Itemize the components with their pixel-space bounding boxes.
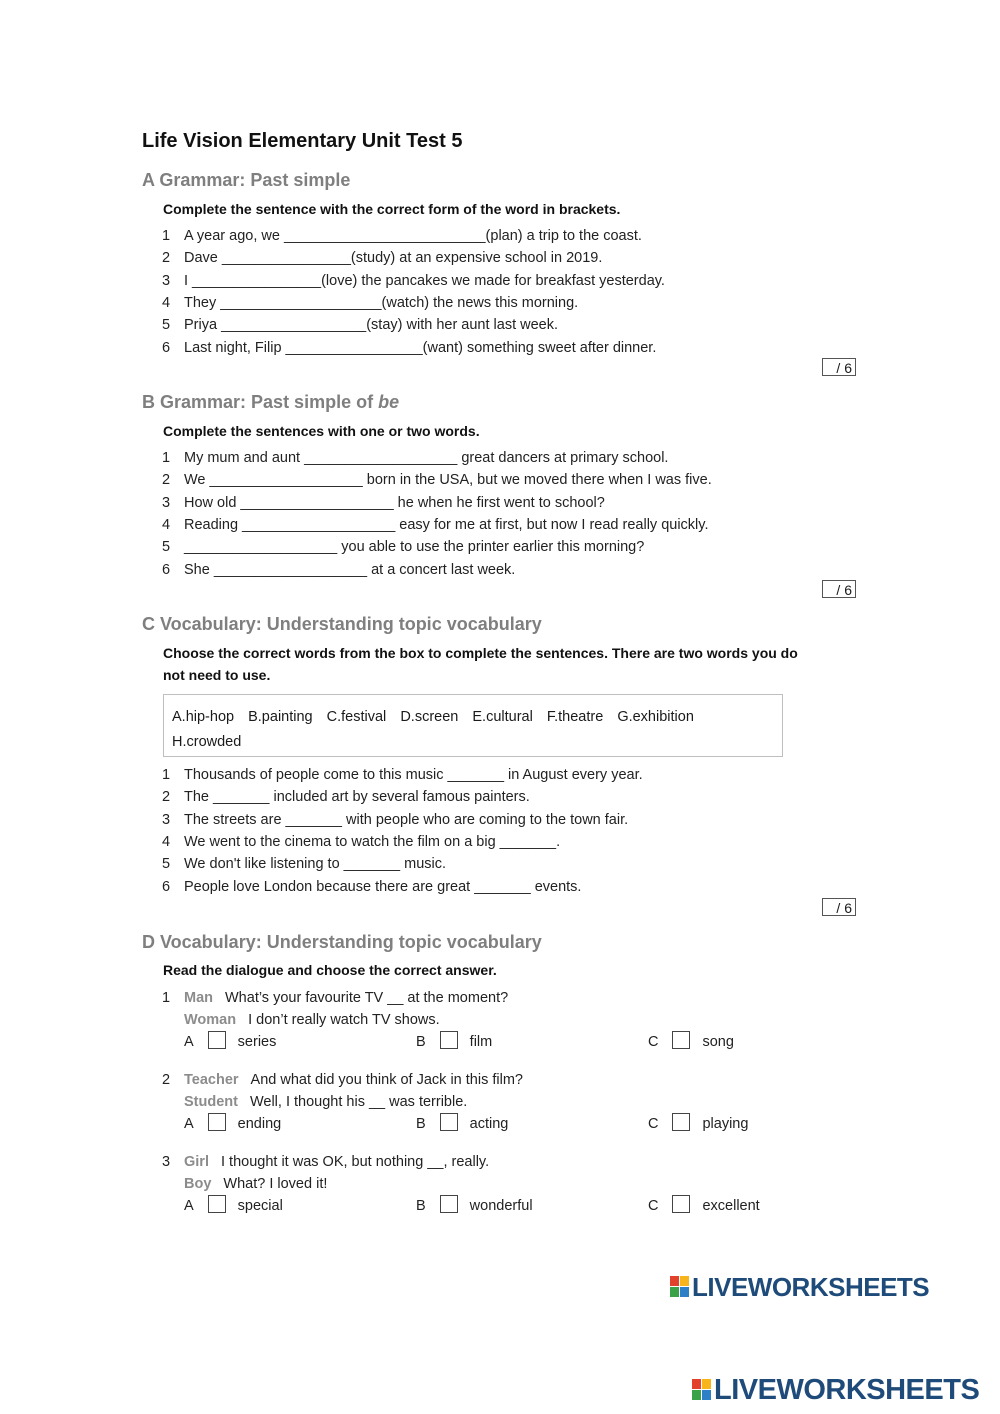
answer-option[interactable] xyxy=(648,1031,734,1053)
item-sentence[interactable]: Dave ________________(study) at an expensive school in 2019. xyxy=(184,250,603,267)
liveworksheets-logo xyxy=(670,1272,929,1303)
dialogue-line xyxy=(184,1151,489,1173)
option-text: song xyxy=(702,1034,734,1050)
option-text: excellent xyxy=(702,1198,760,1214)
item-number: 1 xyxy=(162,450,171,466)
word-option: D.screen xyxy=(400,709,459,725)
item-sentence[interactable]: How old ___________________ he when he first went to school? xyxy=(184,494,605,511)
word-option: G.exhibition xyxy=(617,709,694,725)
word-option: F.theatre xyxy=(546,709,604,725)
item-number: 6 xyxy=(162,339,171,356)
speaker-name: Boy xyxy=(184,1176,212,1192)
item-sentence[interactable]: They ____________________(watch) the news this morning. xyxy=(184,294,579,311)
item-sentence[interactable]: I ________________(love) the pancakes we made for breakfast yesterday. xyxy=(184,272,665,289)
answer-option[interactable] xyxy=(416,1031,492,1053)
item-number: 5 xyxy=(162,539,171,556)
speaker-name: Girl xyxy=(184,1154,209,1170)
option-letter: B xyxy=(416,1198,426,1214)
speaker-name: Woman xyxy=(184,1012,237,1028)
option-checkbox[interactable] xyxy=(440,1195,458,1213)
option-checkbox[interactable] xyxy=(440,1113,458,1131)
question-number: 3 xyxy=(162,1154,171,1170)
item-sentence[interactable]: Priya __________________(stay) with her aunt last week. xyxy=(184,317,559,334)
section-b-title-italic: be xyxy=(378,392,400,412)
liveworksheets-mark-icon xyxy=(670,1276,690,1298)
word-option: B.painting xyxy=(248,709,313,725)
item-sentence[interactable]: ___________________ you able to use the printer earlier this morning? xyxy=(184,539,645,556)
section-b-instruction: Complete the sentences with one or two words. xyxy=(163,423,480,439)
item-number: 6 xyxy=(162,878,171,895)
answer-option[interactable] xyxy=(648,1195,760,1217)
option-letter: B xyxy=(416,1034,426,1050)
logo-text: LIVEWORKSHEETS xyxy=(714,1374,980,1406)
speaker-name: Teacher xyxy=(184,1072,239,1088)
option-checkbox[interactable] xyxy=(672,1031,690,1049)
section-d-title: D Vocabulary: Understanding topic vocabulary xyxy=(142,932,542,952)
item-sentence[interactable]: The streets are _______ with people who are coming to the town fair. xyxy=(184,811,629,828)
item-sentence[interactable]: People love London because there are great _______ events. xyxy=(184,878,582,895)
answer-option[interactable] xyxy=(184,1113,281,1135)
answer-option[interactable] xyxy=(416,1195,533,1217)
logo-text: LIVEWORKSHEETS xyxy=(692,1272,930,1302)
word-box xyxy=(163,694,783,757)
option-checkbox[interactable] xyxy=(208,1113,226,1131)
liveworksheets-logo-footer[interactable] xyxy=(692,1374,979,1407)
option-text: series xyxy=(237,1034,277,1050)
word-option: A.hip-hop xyxy=(172,709,235,725)
option-text: special xyxy=(237,1198,283,1214)
option-text: film xyxy=(469,1034,493,1050)
item-number: 3 xyxy=(162,272,171,289)
item-sentence[interactable]: Last night, Filip _________________(want) something sweet after dinner. xyxy=(184,339,657,356)
word-option: H.crowded xyxy=(172,734,242,750)
option-checkbox[interactable] xyxy=(672,1113,690,1131)
item-sentence[interactable]: Thousands of people come to this music _______ in August every year. xyxy=(184,767,643,783)
speaker-name: Man xyxy=(184,990,213,1006)
item-sentence[interactable]: She ___________________ at a concert last week. xyxy=(184,561,516,578)
answer-option[interactable] xyxy=(184,1195,283,1217)
word-option: C.festival xyxy=(326,709,387,725)
dialogue-line xyxy=(184,1173,327,1195)
option-letter: C xyxy=(648,1116,659,1132)
option-letter: B xyxy=(416,1116,426,1132)
item-number: 3 xyxy=(162,494,171,511)
option-text: wonderful xyxy=(469,1198,533,1214)
item-number: 1 xyxy=(162,767,171,783)
option-checkbox[interactable] xyxy=(208,1031,226,1049)
section-a-score: / 6 xyxy=(822,358,856,376)
liveworksheets-mark-icon xyxy=(692,1379,712,1401)
word-option: E.cultural xyxy=(472,709,533,725)
dialogue-text: What’s your favourite TV __ at the moment? xyxy=(225,990,509,1006)
dialogue-text: I thought it was OK, but nothing __, really. xyxy=(220,1154,490,1170)
item-number: 4 xyxy=(162,833,171,850)
option-text: ending xyxy=(237,1116,282,1132)
page-title: Life Vision Elementary Unit Test 5 xyxy=(142,130,463,152)
answer-option[interactable] xyxy=(648,1113,748,1135)
item-sentence[interactable]: We ___________________ born in the USA, but we moved there when I was five. xyxy=(184,472,712,489)
section-a-instruction: Complete the sentence with the correct form of the word in brackets. xyxy=(163,201,621,217)
item-number: 6 xyxy=(162,561,171,578)
item-number: 5 xyxy=(162,317,171,334)
section-c-instruction: Choose the correct words from the box to complete the sentences. There are two words you do not need to use. xyxy=(163,645,798,683)
speaker-name: Student xyxy=(184,1094,238,1110)
item-number: 2 xyxy=(162,472,171,489)
dialogue-text: What? I loved it! xyxy=(223,1176,328,1192)
dialogue-line xyxy=(184,1009,440,1031)
option-letter: C xyxy=(648,1034,659,1050)
option-text: playing xyxy=(702,1116,749,1132)
item-sentence[interactable]: We went to the cinema to watch the film on a big _______. xyxy=(184,833,561,850)
section-b-title-prefix: B Grammar: Past simple of xyxy=(142,392,379,412)
section-a-title: A Grammar: Past simple xyxy=(142,170,351,190)
item-sentence[interactable]: A year ago, we _________________________(plan) a trip to the coast. xyxy=(184,228,642,244)
answer-option[interactable] xyxy=(184,1031,276,1053)
dialogue-text: And what did you think of Jack in this film? xyxy=(250,1072,523,1088)
item-number: 1 xyxy=(162,228,171,244)
option-checkbox[interactable] xyxy=(672,1195,690,1213)
section-b-score: / 6 xyxy=(822,580,856,598)
item-number: 3 xyxy=(162,811,171,828)
dialogue-line xyxy=(184,1091,467,1113)
dialogue-line xyxy=(184,987,508,1009)
item-sentence[interactable]: My mum and aunt ___________________ great dancers at primary school. xyxy=(184,450,669,466)
option-text: acting xyxy=(469,1116,509,1132)
item-number: 4 xyxy=(162,294,171,311)
option-letter: A xyxy=(184,1116,194,1132)
option-checkbox[interactable] xyxy=(440,1031,458,1049)
item-sentence[interactable]: The _______ included art by several famous painters. xyxy=(184,789,530,806)
section-c-title: C Vocabulary: Understanding topic vocabulary xyxy=(142,614,542,634)
option-letter: C xyxy=(648,1198,659,1214)
section-c-score: / 6 xyxy=(822,898,856,916)
item-sentence[interactable]: We don't like listening to _______ music. xyxy=(184,856,447,873)
item-number: 2 xyxy=(162,250,171,267)
item-number: 2 xyxy=(162,789,171,806)
dialogue-line xyxy=(184,1069,523,1091)
section-d-instruction: Read the dialogue and choose the correct answer. xyxy=(163,962,497,978)
section-b-title xyxy=(142,392,399,413)
item-number: 4 xyxy=(162,516,171,533)
answer-option[interactable] xyxy=(416,1113,508,1135)
option-letter: A xyxy=(184,1198,194,1214)
item-sentence[interactable]: Reading ___________________ easy for me at first, but now I read really quickly. xyxy=(184,516,709,533)
dialogue-text: I don’t really watch TV shows. xyxy=(248,1012,440,1028)
dialogue-text: Well, I thought his __ was terrible. xyxy=(249,1094,468,1110)
option-checkbox[interactable] xyxy=(208,1195,226,1213)
question-number: 1 xyxy=(162,990,171,1006)
item-number: 5 xyxy=(162,856,171,873)
option-letter: A xyxy=(184,1034,194,1050)
question-number: 2 xyxy=(162,1072,171,1088)
